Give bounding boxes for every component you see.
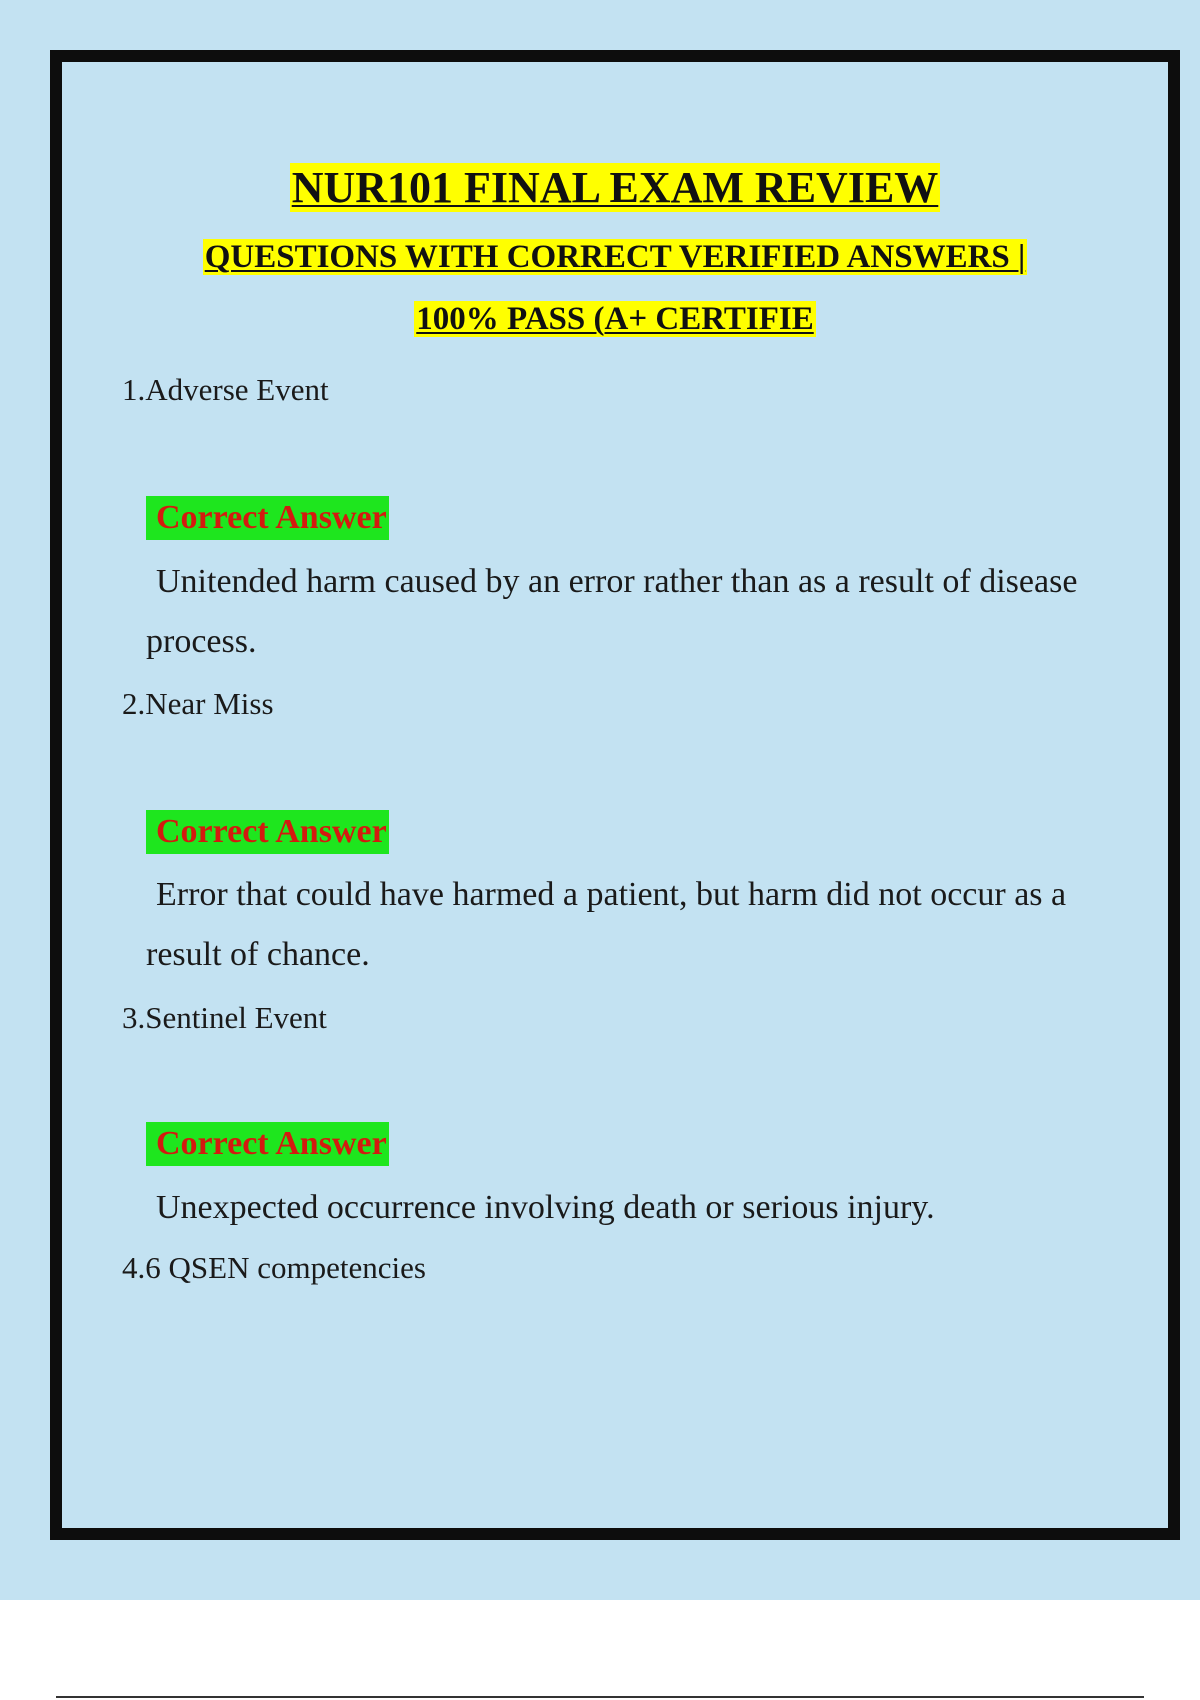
- document-subtitle-line2-text: 100% PASS (A+ CERTIFIE: [416, 301, 814, 337]
- header: [50, 160, 1180, 342]
- question-2-answer-label: Correct Answer: [146, 810, 389, 854]
- question-3-answer-label: Correct Answer: [146, 1122, 389, 1166]
- question-4-prompt: 4.6 QSEN competencies: [122, 1250, 426, 1285]
- document-title: [50, 160, 1180, 216]
- document-subtitle-line2: [50, 296, 1180, 342]
- footer-divider: [56, 1696, 1144, 1698]
- question-1-answer-label: Correct Answer: [146, 496, 389, 540]
- document-subtitle-line1-text: QUESTIONS WITH CORRECT VERIFIED ANSWERS |: [204, 239, 1026, 275]
- question-3-prompt: 3.Sentinel Event: [122, 1000, 327, 1035]
- question-1-prompt: 1.Adverse Event: [122, 372, 329, 407]
- document-subtitle-line1: [50, 234, 1180, 280]
- question-1-answer: Unitended harm caused by an error rather than as a result of disease process.: [146, 563, 1078, 660]
- question-3-answer: Unexpected occurrence involving death or serious injury.: [156, 1189, 935, 1226]
- question-2-prompt: 2.Near Miss: [122, 686, 274, 721]
- document-title-text: NUR101 FINAL EXAM REVIEW: [291, 163, 939, 212]
- question-2-answer: Error that could have harmed a patient, but harm did not occur as a result of chance.: [146, 876, 1067, 973]
